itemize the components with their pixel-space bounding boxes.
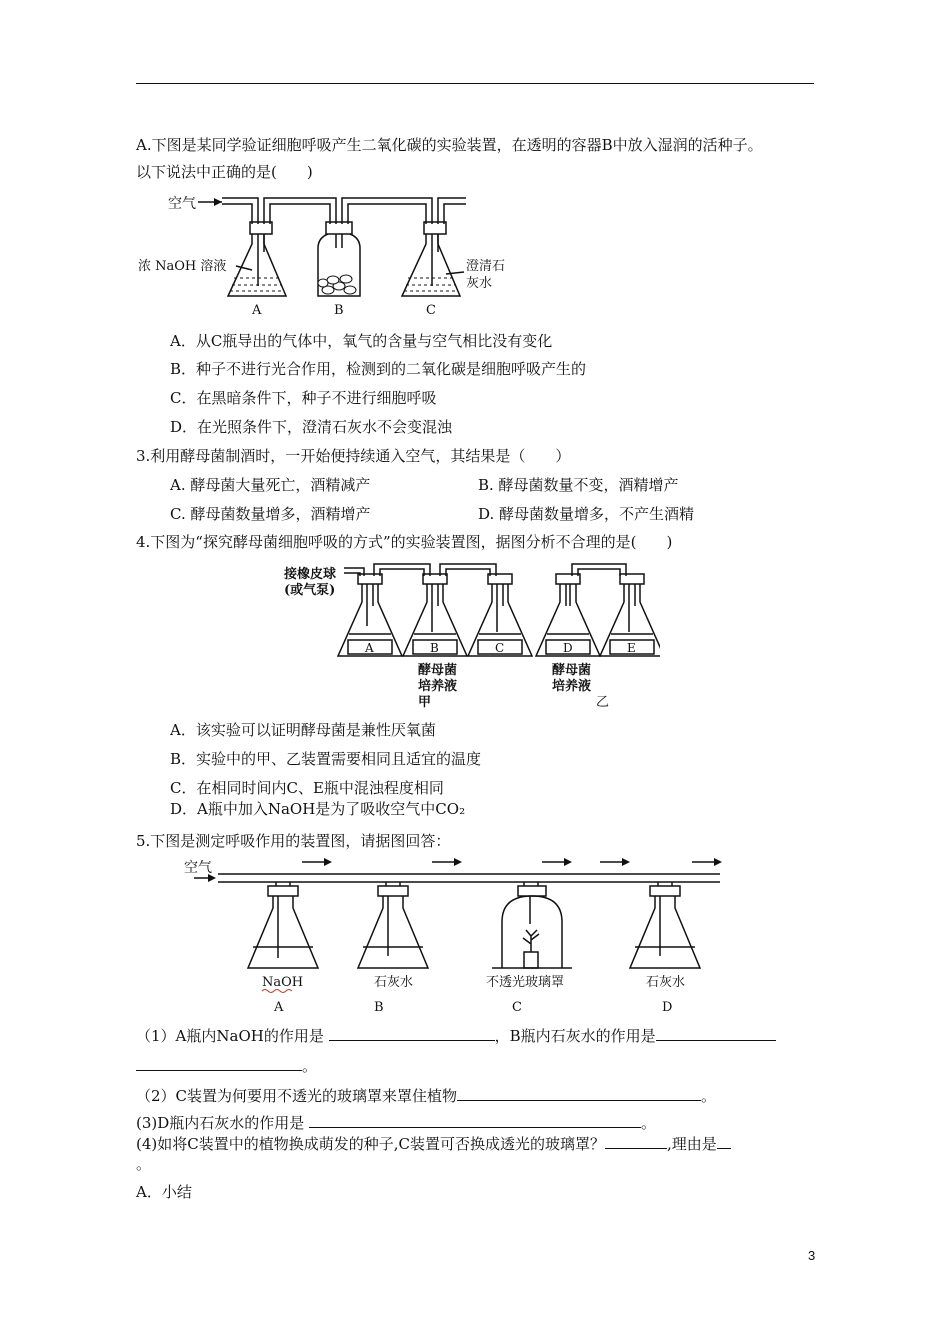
q3-option-d: D. 酵母菌数量增多，不产生酒精 — [478, 505, 695, 523]
q2-option-c: C．在黑暗条件下，种子不进行细胞呼吸 — [170, 389, 437, 407]
q5-sub1-text-b: ，B瓶内石灰水的作用是 — [494, 1027, 656, 1045]
q4-option-c: C．在相同时间内C、E瓶中混浊程度相同 — [170, 779, 444, 797]
q2-apparatus-figure — [136, 186, 536, 320]
q4-option-d: D．A瓶中加入NaOH是为了吸收空气中CO₂ — [170, 800, 466, 818]
q5-air-label: 空气 — [184, 860, 212, 876]
q4-flask-a-label: A — [365, 641, 374, 655]
q5-sub3-text-b: 。 — [641, 1114, 657, 1132]
q2-air-label: 空气 — [168, 196, 196, 212]
q2-stem-line1: A.下图是某同学验证细胞呼吸产生二氧化碳的实验装置，在透明的容器B中放入湿润的活种子。 — [136, 136, 763, 154]
q5-c-label: C — [512, 1000, 522, 1015]
q5-sub1-line2 — [136, 1056, 317, 1075]
q4-option-b: B．实验中的甲、乙装置需要相同且适宜的温度 — [170, 750, 482, 768]
q4-yeast-b-label-1: 酵母菌 — [418, 663, 458, 678]
q4-jia-label: 甲 — [418, 695, 432, 708]
q5-sub4-text-a: (4)如将C装置中的植物换成萌发的种子,C装置可否换成透光的玻璃罩？ — [136, 1135, 605, 1153]
q3-stem: 3.利用酵母菌制酒时，一开始便持续通入空气，其结果是（ ） — [136, 447, 571, 465]
q5-sub4-blank-1[interactable] — [605, 1134, 667, 1149]
q4-yeast-d-label-1: 酵母菌 — [552, 663, 592, 678]
q2-flask-c-label: C — [426, 303, 436, 318]
q2-option-b: B．种子不进行光合作用，检测到的二氧化碳是细胞呼吸产生的 — [170, 360, 587, 378]
q5-stem: 5.下图是测定呼吸作用的装置图，请据图回答： — [136, 832, 451, 850]
summary-heading: A．小结 — [136, 1183, 192, 1201]
q5-sub4-blank-2[interactable] — [717, 1134, 731, 1149]
q4-option-a: A．该实验可以证明酵母菌是兼性厌氧菌 — [170, 721, 436, 739]
header-rule — [136, 83, 814, 84]
q3-option-c: C. 酵母菌数量增多，酒精增产 — [170, 505, 371, 523]
page-number: 3 — [808, 1248, 816, 1263]
q5-naoh-label: NaOH — [262, 975, 304, 990]
q5-sub3-blank[interactable] — [309, 1113, 641, 1128]
q5-lime-b-label: 石灰水 — [374, 975, 414, 990]
q5-sub4 — [136, 1134, 731, 1153]
q4-flask-d-label: D — [563, 641, 573, 655]
q3-option-b: B. 酵母菌数量不变，酒精增产 — [478, 476, 679, 494]
q2-stem-line2: 以下说法中正确的是( ) — [136, 163, 313, 181]
q2-flask-a-label: A — [252, 303, 262, 318]
q4-yeast-d-label-2: 培养液 — [552, 679, 592, 694]
q5-a-label: A — [274, 1000, 284, 1015]
q5-sub1-line1 — [136, 1026, 776, 1045]
q5-d-label: D — [662, 1000, 673, 1015]
q3-option-a: A. 酵母菌大量死亡，酒精减产 — [170, 476, 371, 494]
q2-lime-label-2: 灰水 — [466, 276, 493, 291]
q5-b-label: B — [374, 1000, 384, 1015]
q5-sub2-blank[interactable] — [457, 1086, 701, 1101]
q4-flask-e-label: E — [627, 641, 636, 655]
q2-naoh-label: 浓 NaOH 溶液 — [138, 259, 227, 274]
q5-sub1-blank-1[interactable] — [329, 1026, 495, 1041]
q5-respiration-apparatus-figure — [180, 852, 740, 1020]
q5-sub3-text-a: (3)D瓶内石灰水的作用是 — [136, 1114, 310, 1132]
q4-stem: 4.下图为“探究酵母菌细胞呼吸的方式”的实验装置图，据图分析不合理的是( ) — [136, 533, 673, 551]
q4-flask-b-label: B — [430, 641, 439, 655]
q2-option-d: D．在光照条件下，澄清石灰水不会变混浊 — [170, 418, 453, 436]
q5-sub1-blank-2[interactable] — [656, 1026, 776, 1041]
q5-sub4-end: 。 — [136, 1155, 152, 1173]
q2-bottle-b-label: B — [334, 303, 344, 318]
q4-yeast-apparatus-figure — [280, 556, 660, 708]
q5-lime-d-label: 石灰水 — [646, 975, 686, 990]
q5-sub4-text-b: ,理由是 — [666, 1135, 717, 1153]
q4-yeast-b-label-2: 培养液 — [418, 679, 458, 694]
q4-pump-label-2: (或气泵) — [284, 583, 336, 598]
q5-sub3 — [136, 1113, 656, 1132]
q4-pump-label-1: 接橡皮球 — [284, 567, 337, 582]
q5-sub2-text-b: 。 — [701, 1087, 717, 1105]
q5-sub1-blank-3[interactable] — [136, 1056, 302, 1071]
q5-dark-jar-label: 不透光玻璃罩 — [486, 975, 565, 990]
q5-sub2 — [136, 1086, 716, 1105]
q2-lime-label-1: 澄清石 — [466, 259, 506, 274]
q4-flask-c-label: C — [495, 641, 505, 655]
q2-option-a: A．从C瓶导出的气体中，氧气的含量与空气相比没有变化 — [170, 332, 553, 350]
q5-sub1-text-a: （1）A瓶内NaOH的作用是 — [136, 1027, 329, 1045]
q5-sub1-text-c: 。 — [302, 1057, 318, 1075]
q5-sub2-text-a: （2）C装置为何要用不透光的玻璃罩来罩住植物 — [136, 1087, 458, 1105]
q4-yi-label: 乙 — [596, 695, 610, 708]
